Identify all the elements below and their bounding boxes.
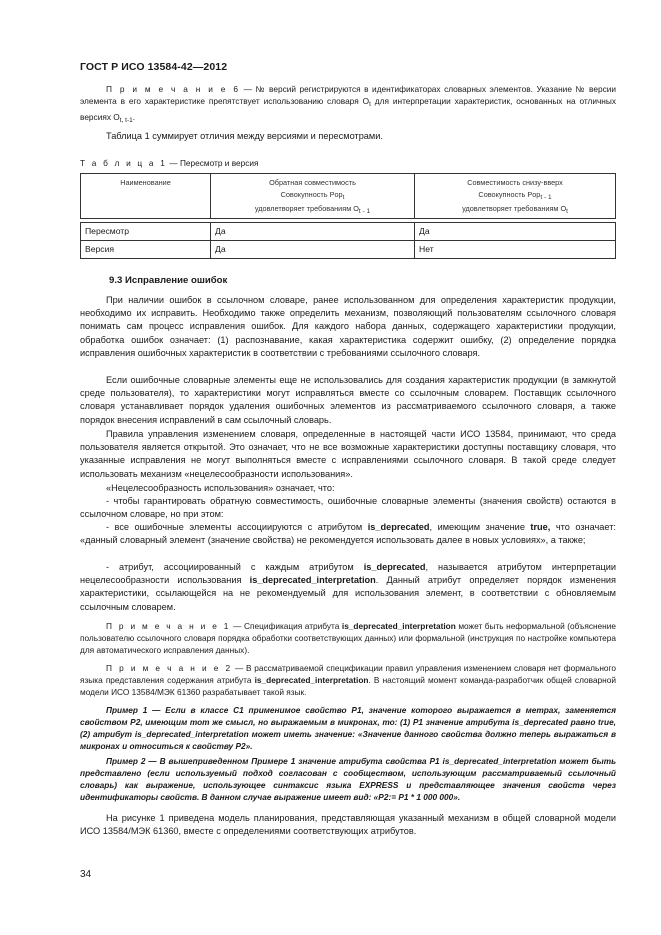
note-1: П р и м е ч а н и е 1 — Спецификация атрибута is_deprecated_interpretation может быть неформальной (объяснение пользователю ссылочного словаря порядка обработки соответствующих данных) или формальной (инструкция по настройке компьютера для автоматического исправления данных).	[80, 621, 617, 655]
paragraph-7: - атрибут, ассоциированный с каждым атрибутом is_deprecated, называется атрибутом интерпретации нецелесообразности использования is_deprecated_interpretation. Данный атрибут определяет порядок изменения характеристики, ссылающейся на не рекомендуемый для использования элемент, в соответствии с обновляемым ссылочным словарем.	[80, 562, 616, 612]
revision-version-table	[80, 173, 616, 259]
table-summary: Таблица 1 суммирует отличия между версиями и пересмотрами.	[106, 131, 383, 141]
page-header: ГОСТ Р ИСО 13584-42—2012	[80, 61, 228, 73]
paragraph-3: Правила управления изменением словаря, определенные в настоящей части ИСО 13584, принимают, что среда пользователя является открытой. Это означает, что не все возможные характеристики доступны поставщику словаря, что указанные исправления не могут выполняться вместе с исправлениями ссылочного словаря. В такой среде следует использовать механизм «нецелесообразности использования».	[80, 429, 616, 479]
note-2: П р и м е ч а н и е 2 — В рассматриваемой спецификации правил управления изменением словаря нет формального языка представления содержания атрибута is_deprecated_interpretation. В настоящий момент команда-разработчик общей словарной модели ИСО 13584/МЭК 61360 разрабатывает такой язык.	[80, 663, 617, 697]
paragraph-last: На рисунке 1 приведена модель планирования, представляющая указанный механизм в общей словарной модели ИСО 13584/МЭК 61360, вместе с определениями соответствующих атрибутов.	[80, 813, 616, 837]
header-name: Наименование	[81, 174, 211, 219]
paragraph-5: - чтобы гарантировать обратную совместимость, ошибочные словарные элементы (значения свойств) остаются в ссылочном словаре, но при этом:	[80, 496, 616, 520]
paragraph-6: - все ошибочные элементы ассоциируются с атрибутом is_deprecated, имеющим значение true, что означает: «данный словарный элемент (значение свойства) не рекомендуется использовать далее в новых условиях», а также;	[80, 522, 616, 546]
page-number: 34	[80, 869, 92, 880]
header-upward: Совместимость снизу-вверх Совокупность Popt - 1 удовлетворяет требованиям Ot	[415, 174, 616, 219]
table-row: Пересмотр Да Да	[81, 222, 616, 240]
example-2: Пример 2 — В вышеприведенном Примере 1 значение атрибута свойства Р1 is_deprecated_interpretation может быть представлено (если используемый подход согласован с сообществом, использующим рассматриваемый ссылочный словарь) как выражение, использующее синтаксис языка EXPRESS и представляющее значения свойств через идентификаторы свойств. В данном случае выражение имеет вид: «P2:= P1 * 1 000 000».	[80, 756, 617, 802]
note-6-label: П р и м е ч а н и е 6	[106, 84, 241, 94]
section-heading: 9.3 Исправление ошибок	[109, 275, 228, 286]
example-1: Пример 1 — Если в классе С1 применимое свойство Р1, значение которого выражается в метрах, заменяется свойством Р2, имеющим тот же смысл, но выражаемым в микронах, то: (1) Р1 значение атрибута is_deprecated равно true, (2) атрибут is_deprecated_interpretation может иметь значение: «Значение данного свойства должно теперь выражаться в микронах и относиться к свойству Р2».	[80, 705, 616, 751]
table-caption: Т а б л и ц а 1 — Пересмотр и версия	[80, 158, 259, 168]
table-header-row	[81, 174, 616, 219]
paragraph-4: «Нецелесообразность использования» означает, что:	[106, 483, 335, 493]
paragraph-1: При наличии ошибок в ссылочном словаре, ранее использованном для определения характеристик продукции, необходимо их исправить. Необходимо также определить механизм, позволяющий пользователям ссылочного словаря понимать сам процесс исправления ошибок. Для каждого набора данных, содержащего характеристики продукции, обработка ошибок означает: (1) распознавание, какая характеристика содержит ошибку, (2) определение порядка исправления ошибочных характеристик в соответствии с требованиями ссылочного словаря.	[80, 295, 616, 358]
paragraph-2: Если ошибочные словарные элементы еще не использовались для создания характеристик продукции (в замкнутой среде пользователя), то характеристики могут исправляться вместе со ссылочным словарем. Поставщик ссылочного словаря устанавливает порядок удаления ошибочных элементов из рассматриваемого ссылочного словаря, а также порядок внесения исправлений в сам ссылочный словарь.	[80, 375, 616, 425]
table-row: Версия Да Нет	[81, 240, 616, 258]
note-6: П р и м е ч а н и е 6 — № версий регистрируются в идентификаторах словарных элементов. Указание № версии элемента в его характеристике препятствует использованию словаря $O_t$ для интерпретации характеристик, основанных на отличных версиях $O_{t, t-1}$.	[80, 84, 616, 124]
header-backward: Обратная совместимость Совокупность Popt удовлетворяет требованиям Ot - 1	[211, 174, 415, 219]
